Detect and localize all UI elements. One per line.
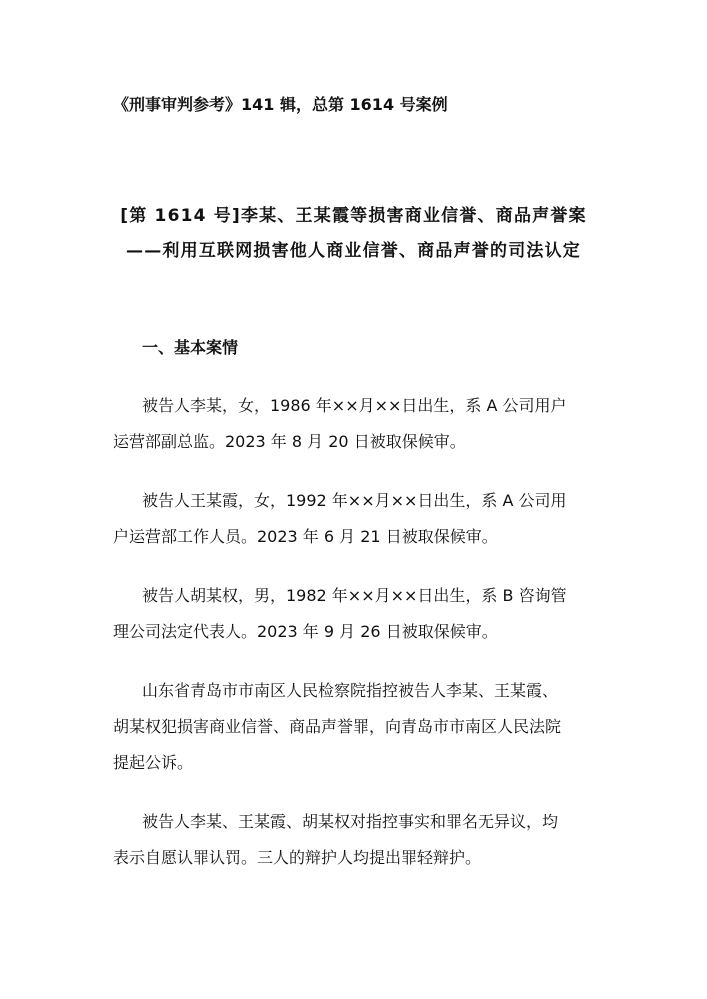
paragraph-line: 提起公诉。 — [113, 753, 194, 772]
paragraph-defendant-wang — [113, 483, 603, 555]
paragraph-defendants-plea — [113, 804, 603, 876]
paragraph-line: 被告人王某霞，女，1992 年××月××日出生，系 A 公司用 — [142, 491, 567, 510]
paragraph-defendant-hu — [113, 578, 603, 650]
paragraph-line: 山东省青岛市市南区人民检察院指控被告人李某、王某霞、 — [142, 681, 559, 700]
case-title-line-1: [第 1614 号]李某、王某霞等损害商业信誉、商品声誉案 — [120, 206, 587, 226]
paragraph-defendant-li — [113, 388, 603, 460]
paragraph-line: 被告人胡某权，男，1982 年××月××日出生，系 B 咨询管 — [142, 586, 567, 605]
paragraph-line: 户运营部工作人员。2023 年 6 月 21 日被取保候审。 — [113, 527, 498, 546]
case-title-line-2: ——利用互联网损害他人商业信誉、商品声誉的司法认定 — [126, 241, 581, 261]
paragraph-line: 被告人李某、王某霞、胡某权对指控事实和罪名无异议，均 — [142, 812, 559, 831]
section-heading-basic-facts: 一、基本案情 — [142, 338, 239, 357]
paragraph-prosecution — [113, 673, 603, 781]
paragraph-line: 理公司法定代表人。2023 年 9 月 26 日被取保候审。 — [113, 622, 498, 641]
paragraph-line: 被告人李某，女，1986 年××月××日出生，系 A 公司用户 — [142, 396, 567, 415]
paragraph-line: 胡某权犯损害商业信誉、商品声誉罪，向青岛市市南区人民法院 — [113, 717, 562, 736]
paragraph-line: 运营部副总监。2023 年 8 月 20 日被取保候审。 — [113, 432, 466, 451]
paragraph-line: 表示自愿认罪认罚。三人的辩护人均提出罪轻辩护。 — [113, 848, 482, 867]
case-source-line: 《刑事审判参考》141 辑，总第 1614 号案例 — [113, 95, 448, 114]
